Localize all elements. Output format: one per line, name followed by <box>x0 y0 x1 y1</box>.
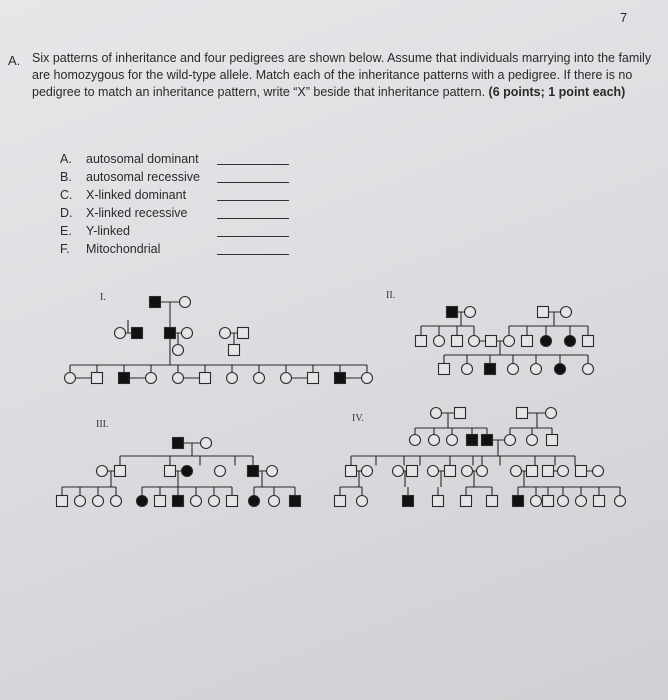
question-points: (6 points; 1 point each) <box>488 85 626 99</box>
male-symbol <box>155 496 166 507</box>
male-symbol <box>92 373 103 384</box>
male-symbol <box>115 466 126 477</box>
male-symbol <box>57 496 68 507</box>
option-label: autosomal recessive <box>86 170 200 184</box>
male-symbol <box>543 496 554 507</box>
male-symbol <box>416 336 427 347</box>
male-symbol <box>238 328 249 339</box>
affected-female-symbol <box>182 466 193 477</box>
affected-female-symbol <box>541 336 552 347</box>
female-symbol <box>182 328 193 339</box>
female-symbol <box>434 336 445 347</box>
female-symbol <box>173 345 184 356</box>
male-symbol <box>543 466 554 477</box>
affected-male-symbol <box>173 496 184 507</box>
option-label: autosomal dominant <box>86 152 199 166</box>
female-symbol <box>477 466 488 477</box>
affected-female-symbol <box>249 496 260 507</box>
female-symbol <box>558 496 569 507</box>
affected-male-symbol <box>467 435 478 446</box>
affected-male-symbol <box>248 466 259 477</box>
option-label: Mitochondrial <box>86 242 161 256</box>
female-symbol <box>429 435 440 446</box>
affected-male-symbol <box>403 496 414 507</box>
option-label: Y-linked <box>86 224 131 238</box>
female-symbol <box>615 496 626 507</box>
male-symbol <box>517 408 528 419</box>
option-letter: C. <box>60 188 73 202</box>
female-symbol <box>173 373 184 384</box>
female-symbol <box>220 328 231 339</box>
female-symbol <box>269 496 280 507</box>
male-symbol <box>308 373 319 384</box>
option-letter: B. <box>60 170 72 184</box>
female-symbol <box>357 496 368 507</box>
female-symbol <box>267 466 278 477</box>
option-letter: A. <box>60 152 72 166</box>
male-symbol <box>346 466 357 477</box>
pedigree-label-2: II. <box>386 290 396 301</box>
male-symbol <box>547 435 558 446</box>
option-letter: F. <box>60 242 70 256</box>
male-symbol <box>538 307 549 318</box>
pedigree-label-3: III. <box>96 419 109 430</box>
female-symbol <box>191 496 202 507</box>
female-symbol <box>546 408 557 419</box>
female-symbol <box>362 466 373 477</box>
female-symbol <box>531 496 542 507</box>
female-symbol <box>561 307 572 318</box>
affected-male-symbol <box>290 496 301 507</box>
male-symbol <box>527 466 538 477</box>
affected-male-symbol <box>150 297 161 308</box>
female-symbol <box>583 364 594 375</box>
female-symbol <box>511 466 522 477</box>
male-symbol <box>594 496 605 507</box>
female-symbol <box>215 466 226 477</box>
female-symbol <box>462 364 473 375</box>
female-symbol <box>254 373 265 384</box>
female-symbol <box>576 496 587 507</box>
male-symbol <box>487 496 498 507</box>
male-symbol <box>407 466 418 477</box>
male-symbol <box>445 466 456 477</box>
female-symbol <box>558 466 569 477</box>
affected-male-symbol <box>119 373 130 384</box>
female-symbol <box>362 373 373 384</box>
female-symbol <box>447 435 458 446</box>
female-symbol <box>97 466 108 477</box>
female-symbol <box>504 336 515 347</box>
female-symbol <box>75 496 86 507</box>
male-symbol <box>452 336 463 347</box>
question-label: A. <box>8 53 21 68</box>
male-symbol <box>522 336 533 347</box>
female-symbol <box>111 496 122 507</box>
page-number: 7 <box>620 10 628 25</box>
option-label: X-linked dominant <box>86 188 187 202</box>
male-symbol <box>165 466 176 477</box>
female-symbol <box>209 496 220 507</box>
male-symbol <box>200 373 211 384</box>
question-body: Six patterns of inheritance and four pedigrees are shown below. Assume that individuals marrying into the family are homozygous for the wild-type allele. Match each of the inheritance patterns with a pedigree. If there is no pedigree to match an inheritance pattern, write “X” beside that inheritance pattern. <box>32 51 652 99</box>
female-symbol <box>393 466 404 477</box>
male-symbol <box>486 336 497 347</box>
female-symbol <box>508 364 519 375</box>
male-symbol <box>433 496 444 507</box>
male-symbol <box>583 336 594 347</box>
affected-male-symbol <box>513 496 524 507</box>
female-symbol <box>93 496 104 507</box>
male-symbol <box>455 408 466 419</box>
affected-male-symbol <box>485 364 496 375</box>
female-symbol <box>531 364 542 375</box>
pedigree-label-1: I. <box>100 292 106 303</box>
male-symbol <box>439 364 450 375</box>
affected-female-symbol <box>565 336 576 347</box>
female-symbol <box>227 373 238 384</box>
male-symbol <box>461 496 472 507</box>
male-symbol <box>335 496 346 507</box>
female-symbol <box>180 297 191 308</box>
male-symbol <box>229 345 240 356</box>
female-symbol <box>505 435 516 446</box>
affected-male-symbol <box>173 438 184 449</box>
affected-male-symbol <box>132 328 143 339</box>
pedigree-label-4: IV. <box>352 413 364 424</box>
female-symbol <box>428 466 439 477</box>
affected-male-symbol <box>482 435 493 446</box>
female-symbol <box>410 435 421 446</box>
option-letter: D. <box>60 206 73 220</box>
female-symbol <box>593 466 604 477</box>
female-symbol <box>65 373 76 384</box>
female-symbol <box>469 336 480 347</box>
female-symbol <box>465 307 476 318</box>
male-symbol <box>576 466 587 477</box>
affected-female-symbol <box>137 496 148 507</box>
female-symbol <box>115 328 126 339</box>
affected-male-symbol <box>447 307 458 318</box>
male-symbol <box>227 496 238 507</box>
female-symbol <box>431 408 442 419</box>
option-label: X-linked recessive <box>86 206 188 220</box>
female-symbol <box>281 373 292 384</box>
female-symbol <box>527 435 538 446</box>
affected-male-symbol <box>165 328 176 339</box>
option-letter: E. <box>60 224 72 238</box>
affected-female-symbol <box>555 364 566 375</box>
female-symbol <box>201 438 212 449</box>
female-symbol <box>462 466 473 477</box>
affected-male-symbol <box>335 373 346 384</box>
female-symbol <box>146 373 157 384</box>
